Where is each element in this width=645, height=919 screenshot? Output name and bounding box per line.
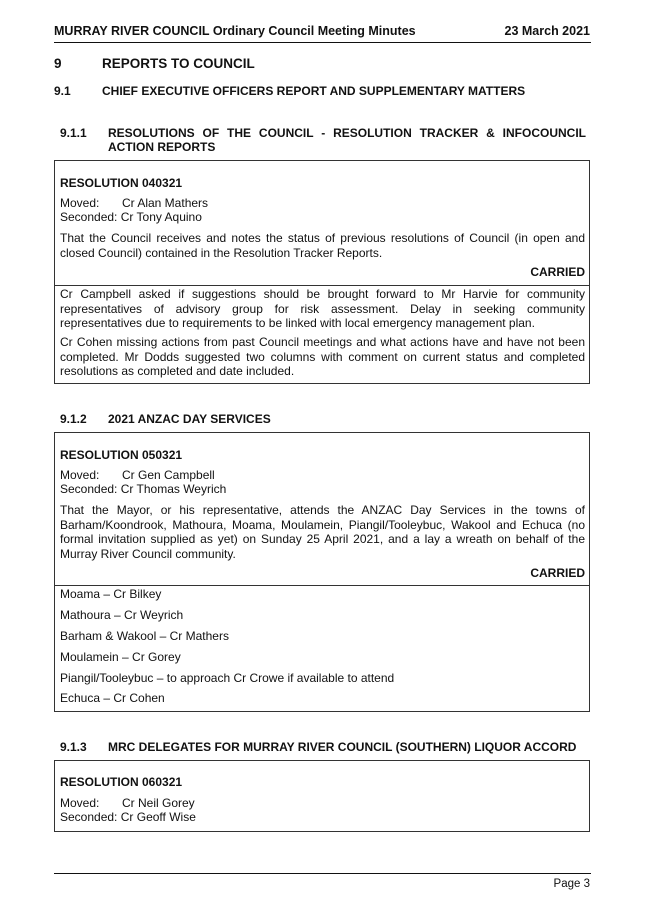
motion-text: That the Council receives and notes the status of previous resolutions of Council (in open and closed Council) contained in the Resolution Tracker Reports. xyxy=(60,231,585,260)
seconded-line xyxy=(60,210,585,225)
item-number: 9.1.2 xyxy=(60,412,87,426)
subsection-number: 9.1 xyxy=(54,84,71,98)
moved-label: Moved: xyxy=(60,468,100,482)
item-title: 2021 ANZAC DAY SERVICES xyxy=(108,412,271,426)
box-divider xyxy=(54,585,590,586)
subsection-title: CHIEF EXECUTIVE OFFICERS REPORT AND SUPPLEMENTARY MATTERS xyxy=(102,84,526,98)
resolution-number: RESOLUTION 060321 xyxy=(60,775,183,789)
delegate-line: Piangil/Tooleybuc – to approach Cr Crowe if available to attend xyxy=(60,671,395,685)
discussion-note: Cr Campbell asked if suggestions should be brought forward to Mr Harvie for community representatives of advisory group for risk assessment. Delay in seeking community representatives due to requirements to be linked with local emergency management plan. xyxy=(60,287,585,330)
moved-by: Cr Gen Campbell xyxy=(122,468,215,482)
seconded-label: Seconded: xyxy=(60,210,118,224)
motion-text: That the Mayor, or his representative, attends the ANZAC Day Services in the towns of Barham/Koondrook, Mathoura, Moama, Moulamein, Piangil/Tooleybuc, Wakool and Echuca (no formal invitation supplied as yet) on Sunday 25 April 2021, and a lay a wreath on behalf of the Murray River Council community. xyxy=(60,503,585,561)
seconded-label: Seconded: xyxy=(60,810,118,824)
item-number: 9.1.1 xyxy=(60,126,87,140)
box-divider xyxy=(54,285,590,286)
delegate-line: Echuca – Cr Cohen xyxy=(60,691,165,705)
delegate-line: Moama – Cr Bilkey xyxy=(60,587,162,601)
delegate-line: Moulamein – Cr Gorey xyxy=(60,650,181,664)
moved-line xyxy=(60,196,585,211)
moved-label: Moved: xyxy=(60,196,100,210)
seconded-by: Cr Tony Aquino xyxy=(120,210,202,224)
seconded-line xyxy=(60,810,585,825)
seconded-line xyxy=(60,482,585,497)
item-number: 9.1.3 xyxy=(60,740,87,754)
section-title: REPORTS TO COUNCIL xyxy=(102,56,255,71)
moved-by: Cr Neil Gorey xyxy=(122,796,195,810)
seconded-label: Seconded: xyxy=(60,482,118,496)
resolution-outcome: CARRIED xyxy=(530,566,585,580)
seconded-by: Cr Geoff Wise xyxy=(120,810,196,824)
discussion-note: Cr Cohen missing actions from past Council meetings and what actions have and have not been completed. Mr Dodds suggested two columns with comment on current status and completed resolutions as completed and date included. xyxy=(60,335,585,378)
section-number: 9 xyxy=(54,56,62,71)
moved-line xyxy=(60,796,585,811)
moved-by: Cr Alan Mathers xyxy=(122,196,209,210)
item-title: RESOLUTIONS OF THE COUNCIL - RESOLUTION TRACKER & INFOCOUNCIL ACTION REPORTS xyxy=(108,126,586,154)
delegate-line: Barham & Wakool – Cr Mathers xyxy=(60,629,229,643)
header-rule xyxy=(54,42,591,43)
document-header-date: 23 March 2021 xyxy=(504,24,590,38)
delegate-line: Mathoura – Cr Weyrich xyxy=(60,608,184,622)
page-number: Page 3 xyxy=(553,878,590,890)
seconded-by: Cr Thomas Weyrich xyxy=(120,482,227,496)
footer-rule xyxy=(54,873,591,874)
moved-line xyxy=(60,468,585,483)
moved-label: Moved: xyxy=(60,796,100,810)
resolution-outcome: CARRIED xyxy=(530,265,585,279)
resolution-number: RESOLUTION 040321 xyxy=(60,176,183,190)
resolution-number: RESOLUTION 050321 xyxy=(60,448,183,462)
document-header-title: MURRAY RIVER COUNCIL Ordinary Council Meeting Minutes xyxy=(54,24,416,38)
item-title: MRC DELEGATES FOR MURRAY RIVER COUNCIL (SOUTHERN) LIQUOR ACCORD xyxy=(108,740,577,754)
